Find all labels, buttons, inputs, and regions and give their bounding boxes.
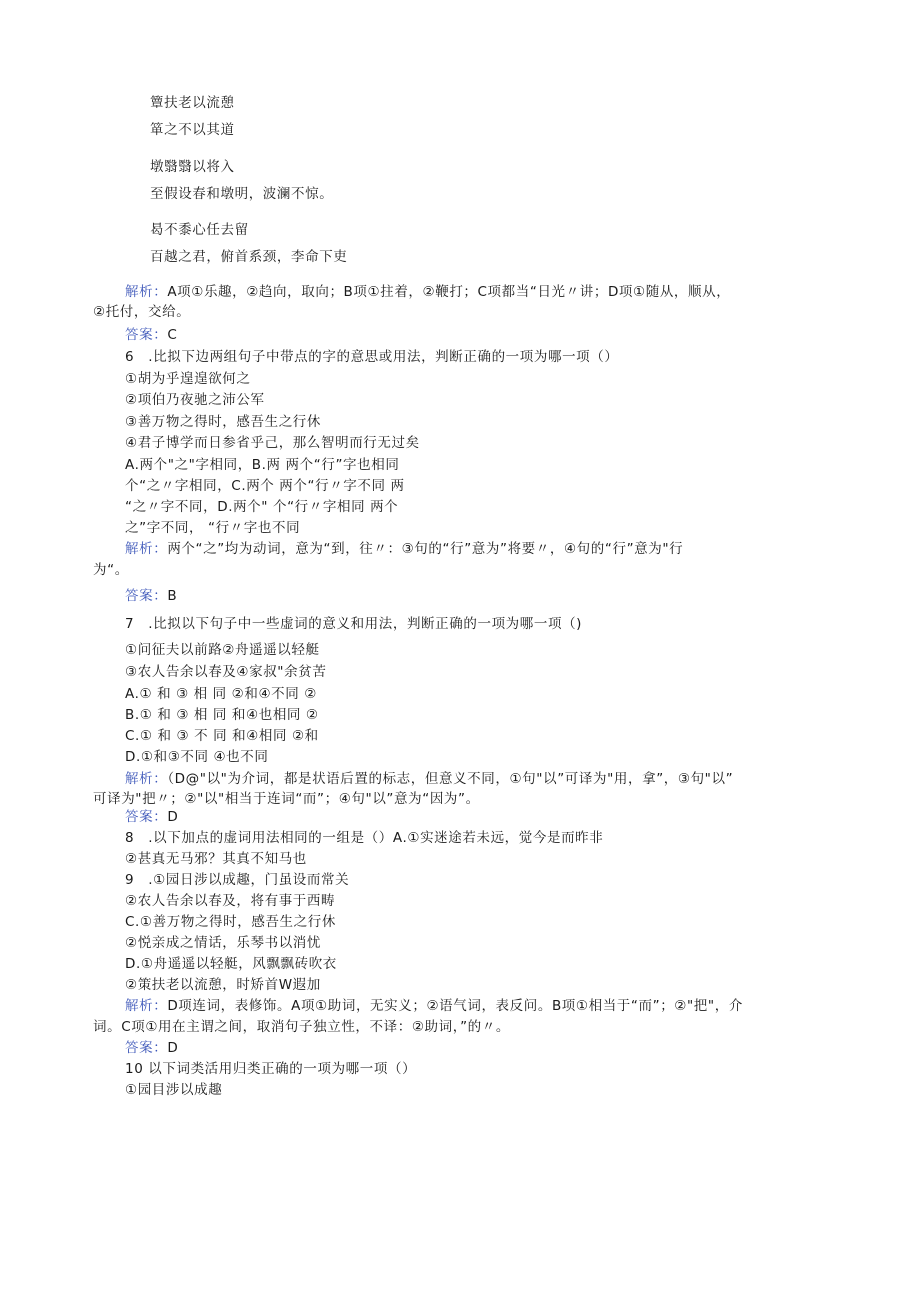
analysis-text: A项①乐趣，②趋向，取向；B项①拄着，②鞭打；C项都当“日光〃讲；D项①随从，顺从， bbox=[167, 284, 731, 300]
example-line: 墩翳翳以将入 bbox=[150, 159, 235, 175]
analysis-label: 解析： bbox=[125, 998, 168, 1014]
q6-analysis-line-1 bbox=[125, 540, 683, 558]
answer-label: 答案： bbox=[125, 809, 168, 825]
q5-analysis-line-1 bbox=[125, 283, 730, 301]
q9-line: C.①善万物之得时，感吾生之行休 bbox=[125, 914, 336, 930]
answer-label: 答案： bbox=[125, 327, 168, 343]
q9-line: ②农人告余以春及，将有事于西畴 bbox=[125, 893, 336, 909]
q6-option-line: “之〃字不同，D.两个" 个“行〃字相同 两个 bbox=[125, 499, 399, 515]
q7-sentence: ①问征夫以前路②舟遥遥以轻艇 bbox=[125, 642, 320, 658]
answer-value: C bbox=[167, 327, 178, 343]
example-line: 簟扶老以流憩 bbox=[150, 95, 235, 111]
q6-sentence: ④君子博学而日参省乎己，那么智明而行无过矣 bbox=[125, 435, 420, 451]
q7-option-line: A.① 和 ③ 相 同 ②和④不同 ② bbox=[125, 686, 317, 702]
q10-line: ①园目涉以成趣 bbox=[125, 1082, 223, 1098]
q9-line: ②悦亲成之情话，乐琴书以消忧 bbox=[125, 935, 322, 951]
q7-option-line: B.① 和 ③ 相 同 和④也相同 ② bbox=[125, 707, 319, 723]
q5-analysis-line-2: ②托付，交给。 bbox=[93, 304, 191, 320]
q7-title: 7 .比拟以下句子中一些虚词的意义和用法，判断正确的一项为哪一项（) bbox=[125, 616, 583, 632]
q9-analysis-line-2: 词。C项①用在主谓之间，取消句子独立性，不译：②助词，”的〃。 bbox=[93, 1019, 510, 1035]
q6-sentence: ②项伯乃夜驰之沛公军 bbox=[125, 392, 265, 408]
analysis-label: 解析： bbox=[125, 771, 168, 787]
q9-line: ②策扶老以流憩，时矫首W遐加 bbox=[125, 977, 321, 993]
answer-value: D bbox=[167, 809, 179, 825]
q6-sentence: ③善万物之得时，感吾生之行休 bbox=[125, 414, 322, 430]
q6-option-line: A.两个"之"字相同，B.两 两个“行”字也相同 bbox=[125, 457, 400, 473]
q7-sentence: ③农人告余以春及④家叔"余贫苦 bbox=[125, 664, 327, 680]
q7-answer bbox=[125, 808, 178, 826]
q7-option-line: C.① 和 ③ 不 同 和④相同 ②和 bbox=[125, 728, 319, 744]
q7-analysis-line-2: 可译为"把〃；②"以"相当于连词“而”；④句"以”意为“因为”。 bbox=[93, 791, 480, 807]
q8-title: 8 .以下加点的虚词用法相同的一组是（）A.①实迷途若未远，觉今是而昨非 bbox=[125, 830, 604, 846]
answer-label: 答案： bbox=[125, 588, 168, 604]
q6-analysis-line-2: 为“。 bbox=[93, 562, 129, 578]
q5-answer bbox=[125, 326, 177, 344]
example-line: 至假设春和墩明，波澜不惊。 bbox=[150, 186, 334, 202]
q8-line: ②甚真无马邪？其真不知马也 bbox=[125, 851, 307, 867]
answer-value: B bbox=[167, 588, 178, 604]
analysis-text: （D@"以"为介词，都是状语后置的标志，但意义不同，①句"以”可译为"用，拿”，③句"以” bbox=[167, 771, 734, 787]
analysis-label: 解析： bbox=[125, 541, 168, 557]
q7-option-line: D.①和③不同 ④也不同 bbox=[125, 749, 269, 765]
q9-answer bbox=[125, 1039, 178, 1057]
q6-sentence: ①胡为乎遑遑欲何之 bbox=[125, 371, 251, 387]
example-line: 曷不黍心任去留 bbox=[150, 222, 249, 238]
q7-analysis-line-1 bbox=[125, 770, 733, 788]
q9-line: D.①舟遥遥以轻艇，风飘飘砖吹衣 bbox=[125, 956, 337, 972]
example-line: 箪之不以其道 bbox=[150, 122, 235, 138]
q10-title: 10 以下词类活用归类正确的一项为哪一项（） bbox=[125, 1061, 417, 1077]
analysis-text: D项连词，表修饰。A项①助词，无实义；②语气词，表反问。B项①相当于“而”；②"把"，介 bbox=[167, 998, 743, 1014]
q6-option-line: 之”字不同， “行〃字也不同 bbox=[125, 520, 301, 536]
answer-value: D bbox=[167, 1040, 179, 1056]
q6-answer bbox=[125, 587, 177, 605]
analysis-text: 两个“之”均为动词，意为“到，往〃：③句的“行”意为”将要〃，④句的“行”意为"行 bbox=[167, 541, 684, 557]
analysis-label: 解析： bbox=[125, 284, 168, 300]
example-line: 百越之君，俯首系颈，李命下吏 bbox=[150, 249, 348, 265]
q6-title: 6 .比拟下边两组句子中带点的字的意思或用法，判断正确的一项为哪一项（） bbox=[125, 349, 619, 365]
q9-title: 9 .①园日涉以成趣，门虽设而常关 bbox=[125, 872, 350, 888]
q9-analysis-line-1 bbox=[125, 997, 743, 1015]
answer-label: 答案： bbox=[125, 1040, 168, 1056]
q6-option-line: 个“之〃字相同，C.两个 两个“行〃字不同 两 bbox=[125, 478, 405, 494]
